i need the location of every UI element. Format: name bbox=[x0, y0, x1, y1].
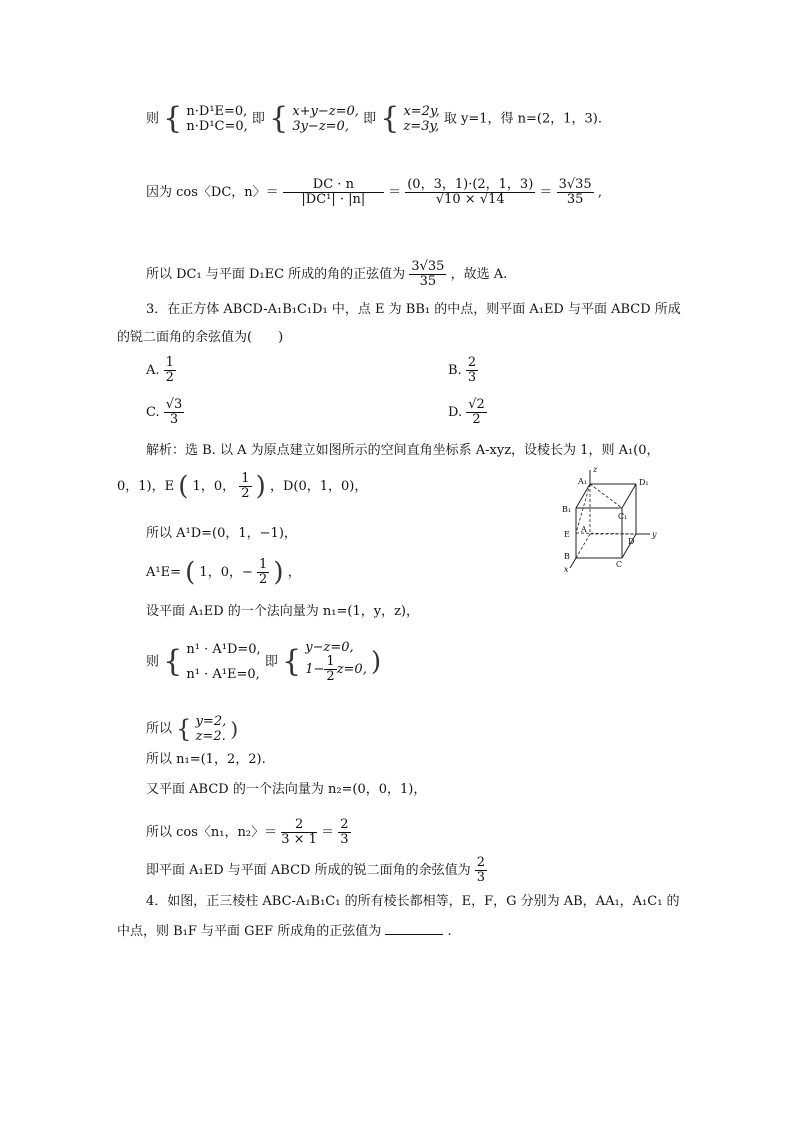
system-1: x+y−z=0, 3y−z=0, bbox=[292, 104, 359, 134]
label-b: B bbox=[564, 552, 570, 561]
label-x: x bbox=[564, 565, 569, 574]
option-d: D. $\frac{√2}{2}$ bbox=[448, 397, 485, 427]
edge-a1b1 bbox=[576, 484, 590, 508]
option-a: A. $\frac{1}{2}$ bbox=[146, 355, 174, 385]
cosine-formula-row: 因为 cos〈DC，n〉＝ $\frac{DC \cdot n}{\text{|DC¹| · |n|}}$ ＝ $\frac{(0,3,1)\cdot(2,1,3)}{√10 \times √14}$ ＝ $\frac{3√35}{35}$ , bbox=[146, 177, 602, 207]
sol3-line2: 0，1)，E ( 1，0， $\frac{1}{2}$ ) ，D(0，1，0)， bbox=[117, 471, 368, 502]
segment-a1c1 bbox=[590, 484, 622, 508]
cube-figure bbox=[556, 464, 668, 576]
sol3-line6: 所以 { y=2, z=2. ) bbox=[146, 714, 239, 744]
sol3-line4: A¹E= ( 1，0，− $\frac{1}{2}$ ) ， bbox=[146, 557, 301, 588]
cos-value-fraction: $\frac{(0,3,1)\cdot(2,1,3)}{√10 \times √14}$ bbox=[407, 177, 534, 207]
label-y: y bbox=[652, 530, 657, 539]
label-c1: C₁ bbox=[618, 512, 628, 521]
label-b1: B₁ bbox=[562, 505, 572, 514]
sol3-line1: 解析：选 B. 以 A 为原点建立如图所示的空间直角坐标系 A-xyz，设棱长为 1，则 A₁(0， bbox=[146, 443, 660, 458]
take-y-text: 取 y=1，得 n=(2，1，3). bbox=[443, 111, 602, 127]
q3-stem-line1: 3．在正方体 ABCD-A₁B₁C₁D₁ 中，点 E 为 BB₁ 的中点，则平面 A₁ED 与平面 ABCD 所成 bbox=[146, 302, 681, 317]
answer-blank[interactable] bbox=[385, 922, 443, 935]
sol3-line3: 所以 A¹D=(0，1，−1)， bbox=[146, 526, 297, 541]
sol3-system-row: 则 { n¹ · A¹D=0, n¹ · A¹E=0, 即 { y−z=0, 1− $\frac{1}{2}$ z=0, ) bbox=[146, 640, 382, 684]
label-d1: D₁ bbox=[639, 478, 649, 487]
label-e: E bbox=[564, 530, 570, 539]
ze-label: 则 bbox=[146, 111, 160, 127]
normal-vector-system-row: 则 { n·D¹E=0, n·D¹C=0, 即 { x+y−z=0, 3y−z=0, 即 { x=2y, z=3y, 取 y=1，得 n=(2，1，3). bbox=[146, 101, 602, 136]
label-d: D bbox=[628, 537, 635, 546]
label-c: C bbox=[616, 560, 623, 569]
sol3-line8: 又平面 ABCD 的一个法向量为 n₂=(0，0，1)， bbox=[146, 782, 427, 797]
x-axis bbox=[570, 558, 576, 568]
sol3-line5: 设平面 A₁ED 的一个法向量为 n₁=(1，y，z)， bbox=[146, 604, 419, 619]
dot-product-equations: n·D¹E=0, n·D¹C=0, bbox=[186, 104, 248, 134]
edge-ab-hidden bbox=[576, 534, 590, 558]
sol3-line7: 所以 n₁=(1，2，2). bbox=[146, 752, 266, 767]
sol3-conclusion: 即平面 A₁ED 与平面 ABCD 所成的锐二面角的余弦值为 $\frac{2}{3}$ bbox=[146, 855, 486, 885]
label-a: A bbox=[581, 525, 587, 534]
label-z: z bbox=[593, 465, 598, 474]
q2-conclusion: 所以 DC₁ 与平面 D₁EC 所成的角的正弦值为 $\frac{3√35}{35}$ ，故选 A. bbox=[146, 259, 508, 289]
option-b: B. $\frac{2}{3}$ bbox=[448, 355, 477, 385]
sol3-line9: 所以 cos〈n₁，n₂〉＝ $\frac{2}{3 \times 1}$ ＝ $\frac{2}{3}$ bbox=[146, 817, 349, 847]
label-a1: A₁ bbox=[578, 477, 587, 486]
q4-stem-line2: 中点，则 B₁F 与平面 GEF 所成角的正弦值为 . bbox=[117, 924, 452, 939]
cos-result-fraction: $\frac{3√35}{35}$ bbox=[558, 177, 592, 207]
q3-stem-line2: 的锐二面角的余弦值为( ) bbox=[117, 330, 284, 345]
system-2: x=2y, z=3y, bbox=[403, 104, 440, 134]
cos-fraction: $\frac{DC \cdot n}{\text{|DC¹| · |n|}}$ bbox=[283, 178, 384, 207]
q4-stem-line1: 4．如图，正三棱柱 ABC-A₁B₁C₁ 的所有棱长都相等，E，F，G 分别为 AB，AA₁，A₁C₁ 的 bbox=[146, 894, 680, 909]
edge-d1c1 bbox=[622, 484, 636, 508]
option-c: C. $\frac{√3}{3}$ bbox=[146, 397, 183, 427]
